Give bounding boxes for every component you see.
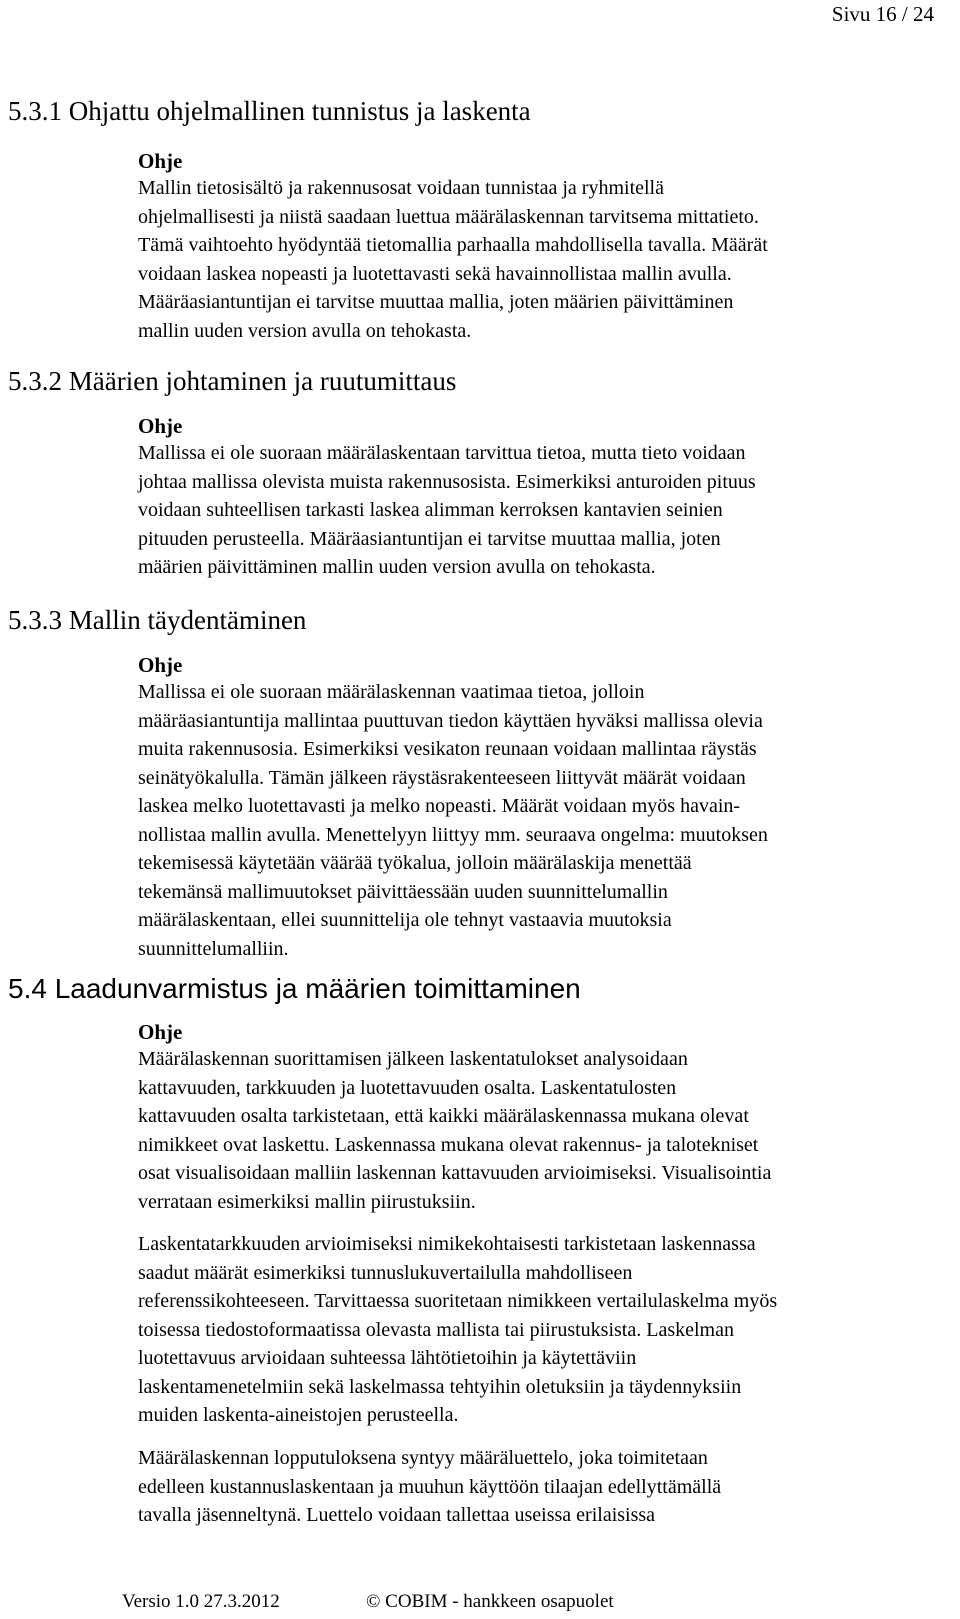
text-line: osat visualisoidaan malliin laskennan kattavuuden arvioimiseksi. Visualisointia — [138, 1162, 772, 1184]
section-heading-5-3-3: 5.3.3 Mallin täydentäminen — [8, 605, 307, 635]
text-line: Määräasiantuntijan ei tarvitse muuttaa mallia, joten määrien päivittäminen — [138, 291, 734, 313]
text-line: toisessa tiedostoformaatissa olevasta mallista tai piirustuksista. Laskelman — [138, 1318, 734, 1341]
text-line: Laskentatarkkuuden arvioimiseksi nimikekohtaisesti tarkistetaan laskennassa — [138, 1233, 756, 1255]
text-line: suunnittelumalliin. — [138, 937, 289, 960]
footer-copyright: © COBIM - hankkeen osapuolet — [366, 1591, 614, 1612]
text-line: muiden laskenta-aineistojen perusteella. — [138, 1404, 459, 1426]
text-line: pituuden perusteella. Määräasiantuntijan ei tarvitse muuttaa mallia, joten — [138, 527, 721, 550]
page-number: Sivu 16 / 24 — [831, 2, 934, 26]
text-line: laskentamenetelmiin sekä laskelmassa tehtyihin oletuksiin ja täydennyksiin — [138, 1375, 742, 1398]
text-line: laskea melko luotettavasti ja melko nopeasti. Määrät voidaan myös havain- — [138, 795, 741, 817]
section-heading-5-4: 5.4 Laadunvarmistus ja määrien toimittaminen — [8, 973, 581, 1004]
text-line: nimikkeet ovat laskettu. Laskennassa mukana olevat rakennus- ja talotekniset — [138, 1133, 759, 1156]
text-line: nollistaa mallin avulla. Menettelyyn liittyy mm. seuraava ongelma: muutoksen — [138, 823, 768, 846]
ohje-label: Ohje — [138, 653, 183, 677]
ohje-label: Ohje — [138, 149, 183, 173]
text-line: verrataan esimerkiksi mallin piirustuksiin. — [138, 1190, 476, 1213]
text-line: ohjelmallisesti ja niistä saadaan luettua määrälaskennan tarvitsema mittatieto. — [138, 205, 759, 228]
text-line: Mallin tietosisältö ja rakennusosat voidaan tunnistaa ja ryhmitellä — [138, 177, 664, 199]
text-line: muita rakennusosia. Esimerkiksi vesikaton reunaan voidaan mallintaa räystäs — [138, 738, 757, 760]
text-line: tavalla jäsenneltynä. Luettelo voidaan tallettaa useissa erilaisissa — [138, 1504, 656, 1526]
section-paragraph — [138, 1444, 938, 1530]
section-body-5-3-1 — [138, 148, 938, 345]
text-line: Mallissa ei ole suoraan määrälaskennan vaatimaa tietoa, jolloin — [138, 681, 645, 703]
text-line: kattavuuden osalta tarkistetaan, että kaikki määrälaskennassa mukana olevat — [138, 1105, 749, 1127]
text-line: Mallissa ei ole suoraan määrälaskentaan tarvittua tietoa, mutta tieto voidaan — [138, 442, 746, 464]
ohje-label: Ohje — [138, 414, 183, 438]
section-body-5-4 — [138, 1019, 938, 1216]
section-body-5-3-2 — [138, 413, 938, 582]
text-line: seinätyökalulla. Tämän jälkeen räystäsrakenteeseen liittyvät määrät voidaan — [138, 766, 746, 789]
section-heading-5-3-1: 5.3.1 Ohjattu ohjelmallinen tunnistus ja laskenta — [8, 96, 531, 126]
text-line: voidaan suhteellisen tarkasti laskea alimman kerroksen kantavien seinien — [138, 499, 723, 521]
text-line: referenssikohteeseen. Tarvittaessa suoritetaan nimikkeen vertailulaskelma myös — [138, 1290, 778, 1312]
text-line: määrälaskentaan, ellei suunnittelija ole tehnyt vastaavia muutoksia — [138, 909, 672, 931]
text-line: johtaa mallissa olevista muista rakennusosista. Esimerkiksi anturoiden pituus — [138, 470, 756, 493]
text-line: tekemänsä mallimuutokset päivittäessään uuden suunnittelumallin — [138, 880, 668, 903]
ohje-label: Ohje — [138, 1020, 183, 1044]
section-body-5-3-3 — [138, 652, 938, 963]
text-line: Tämä vaihtoehto hyödyntää tietomallia parhaalla mahdollisella tavalla. Määrät — [138, 234, 768, 256]
text-line: mallin uuden version avulla on tehokasta. — [138, 319, 472, 342]
section-paragraph — [138, 1230, 938, 1430]
section-heading-5-3-2: 5.3.2 Määrien johtaminen ja ruutumittaus — [8, 366, 457, 396]
text-line: Määrälaskennan lopputuloksena syntyy määräluettelo, joka toimitetaan — [138, 1447, 708, 1469]
text-line: määräasiantuntija mallintaa puuttuvan tiedon käyttäen hyväksi mallissa olevia — [138, 709, 763, 732]
text-line: saadut määrät esimerkiksi tunnuslukuvertailulla mahdolliseen — [138, 1261, 633, 1284]
text-line: tekemisessä käytetään väärää työkalua, jolloin määrälaskija menettää — [138, 852, 692, 874]
text-line: määrien päivittäminen mallin uuden version avulla on tehokasta. — [138, 556, 656, 578]
footer-version: Versio 1.0 27.3.2012 — [122, 1591, 280, 1612]
text-line: luotettavuus arvioidaan suhteessa lähtötietoihin ja käytettäviin — [138, 1347, 637, 1369]
text-line: Määrälaskennan suorittamisen jälkeen laskentatulokset analysoidaan — [138, 1048, 688, 1070]
text-line: voidaan laskea nopeasti ja luotettavasti sekä havainnollistaa mallin avulla. — [138, 262, 732, 285]
text-line: edelleen kustannuslaskentaan ja muuhun käyttöön tilaajan edellyttämällä — [138, 1475, 722, 1498]
text-line: kattavuuden, tarkkuuden ja luotettavuuden osalta. Laskentatulosten — [138, 1076, 677, 1099]
